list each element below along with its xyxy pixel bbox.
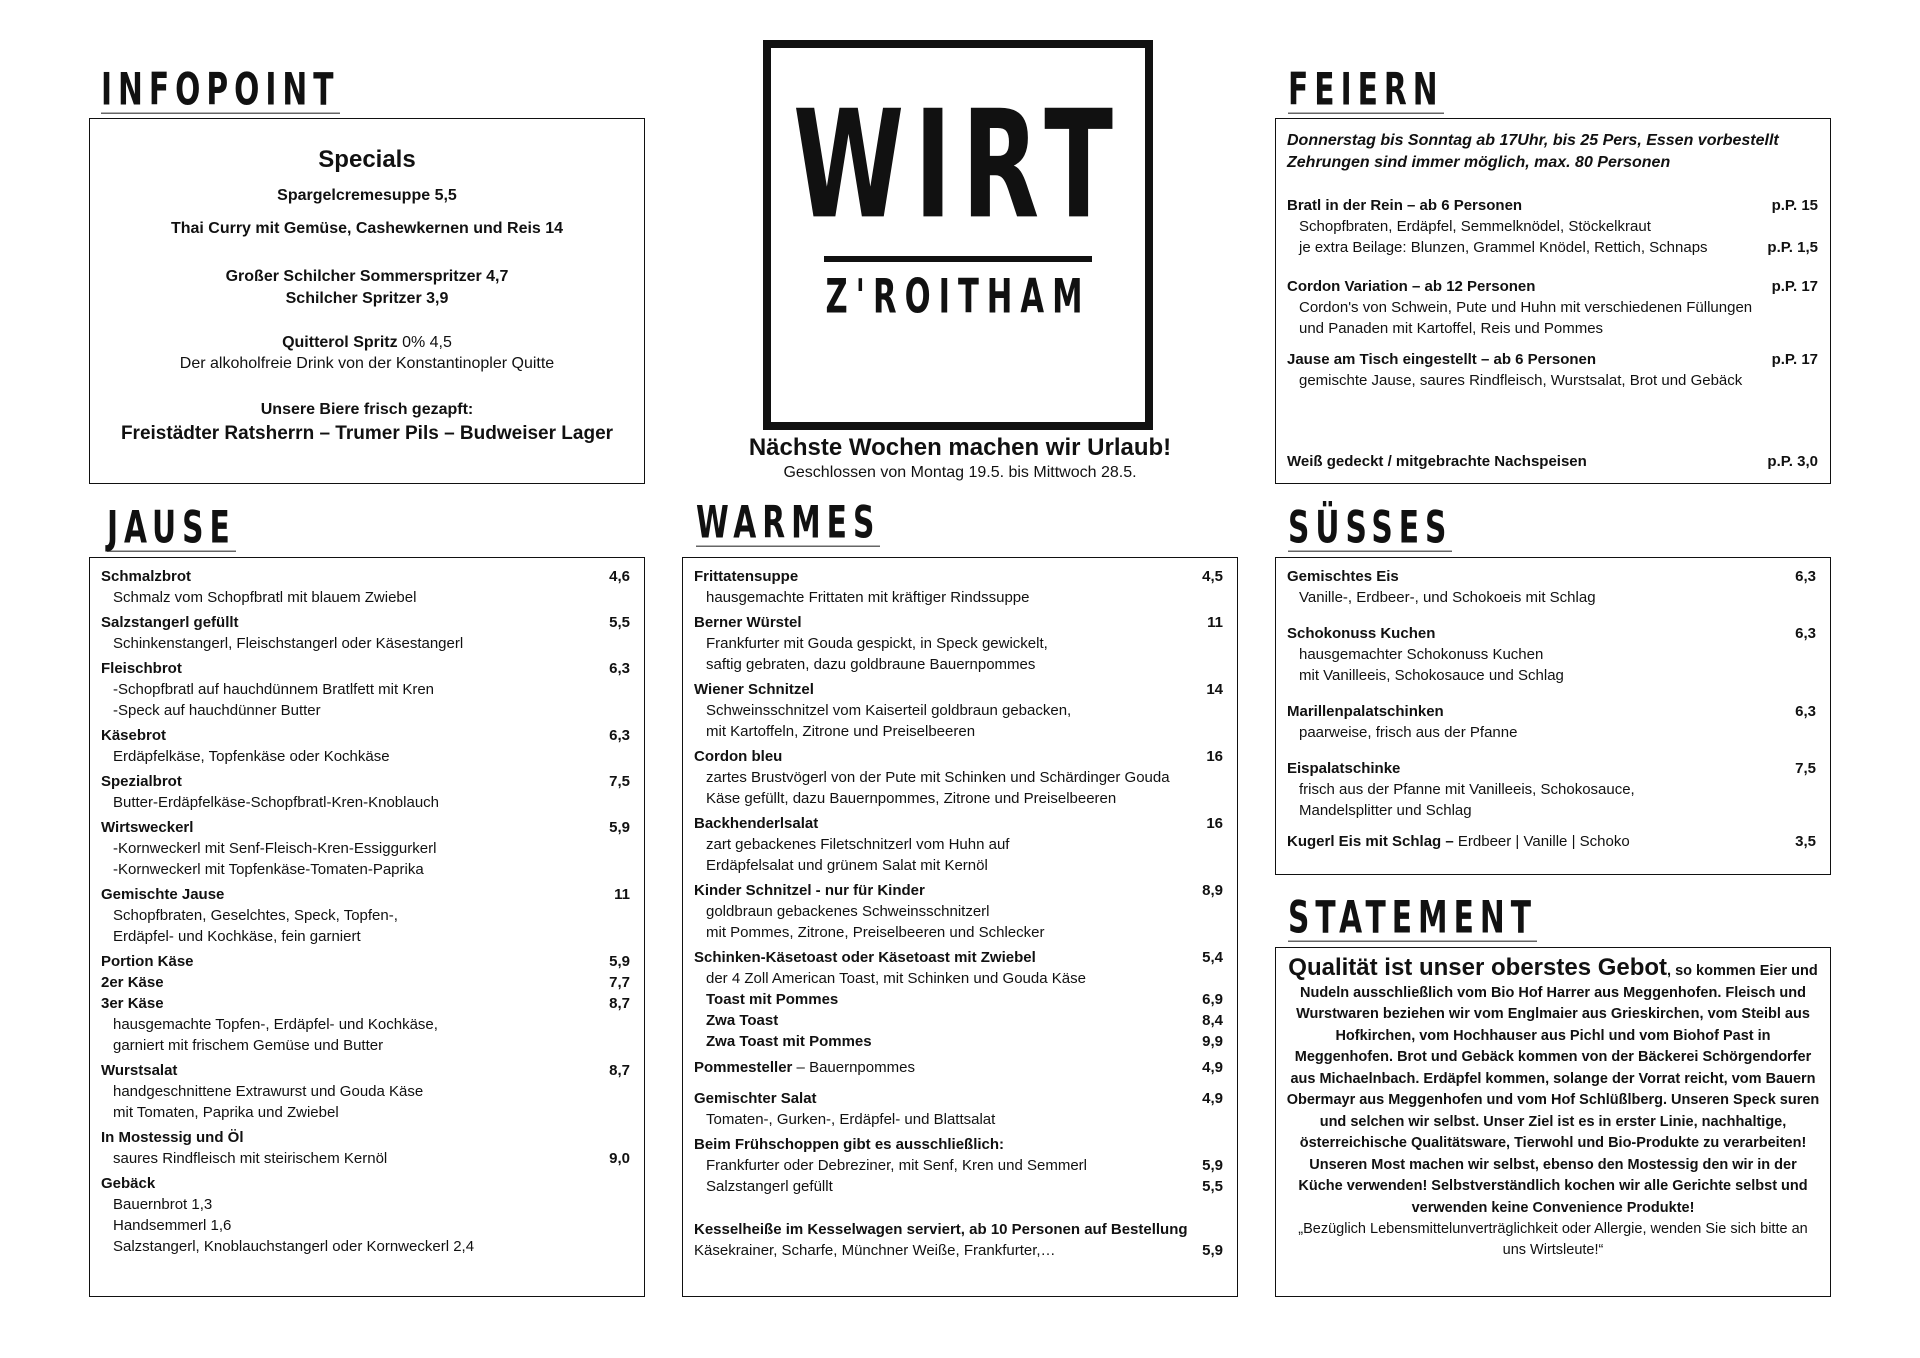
item-desc: Erdäpfelsalat und grünem Salat mit Kernöl — [706, 857, 988, 874]
logo-main: WIRT — [793, 79, 1123, 253]
item-extra-price: p.P. 1,5 — [1767, 239, 1818, 256]
item-desc: handgeschnittene Extrawurst und Gouda Käse — [113, 1083, 424, 1100]
special-item: Großer Schilcher Sommerspritzer 4,7 — [225, 268, 509, 285]
item-desc: hausgemachte Topfen-, Erdäpfel- und Kochkäse, — [113, 1016, 438, 1033]
item-desc: – Bauernpommes — [792, 1059, 915, 1076]
notice — [680, 433, 1240, 483]
item-price: 8,7 — [609, 1062, 630, 1079]
section-title-feiern: FEIERN — [1288, 62, 1444, 116]
item-name: Frankfurter oder Debreziner, mit Senf, Kren und Semmerl — [706, 1157, 1087, 1174]
item-price: 11 — [614, 886, 630, 903]
item-price: p.P. 3,0 — [1767, 453, 1818, 470]
statement-box — [1275, 947, 1831, 1297]
item-desc: Bauernbrot 1,3 — [113, 1196, 213, 1213]
item-price: 5,9 — [609, 953, 630, 970]
item-desc: Erdäpfel- und Kochkäse, fein garniert — [113, 928, 361, 945]
item-name: Marillenpalatschinken — [1287, 703, 1444, 720]
item-name: 2er Käse — [101, 974, 164, 991]
item-price: 7,7 — [609, 974, 630, 991]
feiern-last — [1287, 451, 1818, 472]
feiern-intro: Zehrungen sind immer möglich, max. 80 Personen — [1287, 154, 1671, 171]
toast-sub-name: Toast mit Pommes — [706, 991, 839, 1008]
item-desc: Frankfurter mit Gouda gespickt, in Speck gewickelt, — [706, 635, 1048, 652]
statement-text — [1286, 954, 1820, 1219]
quitterol-name: Quitterol Spritz — [282, 334, 398, 351]
item-desc: mit Kartoffeln, Zitrone und Preiselbeeren — [706, 723, 976, 740]
kessel-price: 5,9 — [1202, 1242, 1223, 1259]
item-name: Gemischtes Eis — [1287, 568, 1399, 585]
specials-box — [89, 118, 645, 484]
item-price: 7,5 — [609, 773, 630, 790]
item-desc: zart gebackenes Filetschnitzerl vom Huhn auf — [706, 836, 1010, 853]
pommesteller — [694, 1057, 915, 1078]
item-price: 4,6 — [609, 568, 630, 585]
item-desc: saftig gebraten, dazu goldbraune Bauernpommes — [706, 656, 1036, 673]
item-desc: hausgemachter Schokonuss Kuchen — [1299, 646, 1544, 663]
item-desc: Schopfbraten, Geselchtes, Speck, Topfen-, — [113, 907, 398, 924]
item-name: Portion Käse — [101, 953, 194, 970]
item-price: 4,9 — [1202, 1059, 1223, 1076]
item-desc: Butter-Erdäpfelkäse-Schopfbratl-Kren-Knoblauch — [113, 794, 440, 811]
item-name: Cordon bleu — [694, 748, 783, 765]
item-name: Wurstsalat — [101, 1062, 178, 1079]
item-name: 3er Käse — [101, 995, 164, 1012]
kessel-title: Kesselheiße im Kesselwagen serviert, ab 10 Personen auf Bestellung — [694, 1221, 1188, 1238]
item-name: Schinken-Käsetoast oder Käsetoast mit Zwiebel — [694, 949, 1036, 966]
toast-sub-name: Zwa Toast mit Pommes — [706, 1033, 872, 1050]
statement-quote: „Bezüglich Lebensmittelunverträglichkeit oder Allergie, wenden Sie sich bitte an uns Wirtsleute!“ — [1298, 1221, 1808, 1258]
item-name: Gemischte Jause — [101, 886, 225, 903]
feiern-item — [1287, 195, 1818, 258]
item-desc: mit Tomaten, Paprika und Zwiebel — [113, 1104, 339, 1121]
item-price: 16 — [1206, 748, 1223, 765]
item-name: Gebäck — [101, 1175, 156, 1192]
specials-title: Specials — [318, 146, 416, 173]
item-price: 7,5 — [1795, 760, 1816, 777]
item-price: 5,9 — [609, 819, 630, 836]
item-desc: paarweise, frisch aus der Pfanne — [1299, 724, 1518, 741]
logo — [763, 40, 1153, 430]
section-title-suesses: SÜSSES — [1288, 500, 1453, 554]
item-name: Weiß gedeckt / mitgebrachte Nachspeisen — [1287, 453, 1587, 470]
item-desc: Vanille-, Erdbeer-, und Schokoeis mit Schlag — [1299, 589, 1596, 606]
item-name: Gemischter Salat — [694, 1090, 817, 1107]
item-desc: Erdäpfelkäse, Topfenkäse oder Kochkäse — [113, 748, 390, 765]
item-price: 6,3 — [1795, 703, 1816, 720]
item-name: Schokonuss Kuchen — [1287, 625, 1436, 642]
item-price: 5,5 — [1202, 1178, 1223, 1195]
item-price: 6,3 — [609, 727, 630, 744]
item-price: p.P. 15 — [1771, 197, 1818, 214]
logo-sub: Z'ROITHAM — [825, 269, 1091, 326]
statement-body: , so kommen Eier und Nudeln ausschließlich vom Bio Hof Harrer aus Meggenhofen. Fleisch und Wurstwaren beziehen wir vom Englmaier aus Grieskirchen, vom Steibl aus Hofkirchen, vom Hochhauser aus Pichl und vom Biohof Past in Meggenhofen. Brot und Gebäck kommen von der Bäckerei Schörgendorfer aus Michaelnbach. Erdäpfel kommen, solange der Vorrat reicht, vom Bauern Obermayr aus Meggenhofen und vom Hof Schlüßlberg. Unseren Speck suren und selchen wir selbst. Unser Ziel ist es in erster Linie, nachhaltige, österreichische Qualitätsware, Tierwohl und Bio-Produkte zu verarbeiten! Unseren Most machen wir selbst, ebenso den Mostessig den wir in der Küche verwenden! Selbstverständlich kochen wir alle Gerichte selbst und verwenden keine Convenience Produkte! — [1286, 963, 1820, 1216]
item-name: Backhenderlsalat — [694, 815, 819, 832]
item-name: Salzstangerl gefüllt — [101, 614, 239, 631]
item-desc: Schinkenstangerl, Fleischstangerl oder Käsestangerl — [113, 635, 464, 652]
jause-box — [89, 557, 645, 1297]
kugel — [1287, 831, 1630, 852]
logo-divider — [824, 256, 1092, 262]
feiern-box — [1275, 118, 1831, 484]
item-name: Salzstangerl gefüllt — [706, 1178, 833, 1195]
item-price: 16 — [1206, 815, 1223, 832]
item-name: In Mostessig und Öl — [101, 1129, 244, 1146]
item-desc: Salzstangerl, Knoblauchstangerl oder Kornweckerl 2,4 — [113, 1238, 475, 1255]
item-desc: Mandelsplitter und Schlag — [1299, 802, 1472, 819]
item-name: Kugerl Eis mit Schlag – — [1287, 833, 1454, 850]
warmes-box — [682, 557, 1238, 1297]
item-price: 4,5 — [1202, 568, 1223, 585]
notice-sub: Geschlossen von Montag 19.5. bis Mittwoch 28.5. — [783, 464, 1137, 481]
item-name: Frittatensuppe — [694, 568, 799, 585]
item-name: Wirtsweckerl — [101, 819, 194, 836]
item-name: Jause am Tisch eingestellt – ab 6 Personen — [1287, 351, 1597, 368]
section-title-statement: STATEMENT — [1288, 890, 1537, 944]
item-price: 6,3 — [609, 660, 630, 677]
toast-sub-price: 6,9 — [1202, 991, 1223, 1008]
item-name: Cordon Variation – ab 12 Personen — [1287, 278, 1536, 295]
item-desc: Cordon's von Schwein, Pute und Huhn mit verschiedenen Füllungen — [1299, 299, 1753, 316]
toast-sub-price: 8,4 — [1202, 1012, 1223, 1029]
item-price: p.P. 17 — [1771, 351, 1818, 368]
quitterol-price: 0% 4,5 — [397, 334, 452, 351]
item-desc: Käse gefüllt, dazu Bauernpommes, Zitrone und Preiselbeeren — [706, 790, 1117, 807]
item-desc: saures Rindfleisch mit steirischem Kernöl — [113, 1150, 388, 1167]
item-desc: mit Vanilleeis, Schokosauce und Schlag — [1299, 667, 1564, 684]
kessel-desc: Käsekrainer, Scharfe, Münchner Weiße, Frankfurter,… — [694, 1242, 1056, 1259]
item-price: 14 — [1206, 681, 1223, 698]
item-name: Eispalatschinke — [1287, 760, 1401, 777]
item-desc: mit Pommes, Zitrone, Preiselbeeren und Schlecker — [706, 924, 1045, 941]
item-price: 11 — [1207, 614, 1223, 631]
item-desc: und Panaden mit Kartoffel, Reis und Pommes — [1299, 320, 1604, 337]
item-desc: gemischte Jause, saures Rindfleisch, Wurstsalat, Brot und Gebäck — [1299, 372, 1743, 389]
item-desc: -Kornweckerl mit Senf-Fleisch-Kren-Essiggurkerl — [113, 840, 437, 857]
item-desc: Schmalz vom Schopfbratl mit blauem Zwiebel — [113, 589, 417, 606]
item-desc: -Kornweckerl mit Topfenkäse-Tomaten-Paprika — [113, 861, 424, 878]
item-desc: hausgemachte Frittaten mit kräftiger Rindssuppe — [706, 589, 1030, 606]
section-title-jause: JAUSE — [107, 500, 236, 554]
feiern-intro: Donnerstag bis Sonntag ab 17Uhr, bis 25 Pers, Essen vorbestellt — [1287, 132, 1779, 149]
item-price: 5,4 — [1202, 949, 1223, 966]
item-price: 8,9 — [1202, 882, 1223, 899]
item-desc: frisch aus der Pfanne mit Vanilleeis, Schokosauce, — [1299, 781, 1635, 798]
feiern-item — [1287, 276, 1818, 339]
item-price: 3,5 — [1795, 833, 1816, 850]
fruehschoppen-title: Beim Frühschoppen gibt es ausschließlich: — [694, 1136, 1005, 1153]
item-desc: Schweinsschnitzel vom Kaiserteil goldbraun gebacken, — [706, 702, 1072, 719]
item-name: Kinder Schnitzel - nur für Kinder — [694, 882, 925, 899]
item-desc: -Speck auf hauchdünner Butter — [113, 702, 321, 719]
item-price: p.P. 17 — [1771, 278, 1818, 295]
item-name: Pommesteller — [694, 1059, 793, 1076]
item-desc: garniert mit frischem Gemüse und Butter — [113, 1037, 384, 1054]
item-name: Spezialbrot — [101, 773, 182, 790]
section-title-infopoint: INFOPOINT — [101, 62, 340, 116]
special-item: Schilcher Spritzer 3,9 — [285, 290, 449, 307]
item-name: Wiener Schnitzel — [694, 681, 814, 698]
special-item: Spargelcremesuppe 5,5 — [277, 187, 457, 204]
notice-headline: Nächste Wochen machen wir Urlaub! — [748, 434, 1172, 461]
item-name: Fleischbrot — [101, 660, 182, 677]
item-desc: zartes Brustvögerl von der Pute mit Schinken und Schärdinger Gouda — [706, 769, 1170, 786]
item-price: 8,7 — [609, 995, 630, 1012]
item-desc: der 4 Zoll American Toast, mit Schinken und Gouda Käse — [706, 970, 1086, 987]
item-name: Bratl in der Rein – ab 6 Personen — [1287, 197, 1523, 214]
item-desc: Tomaten-, Gurken-, Erdäpfel- und Blattsalat — [706, 1111, 996, 1128]
item-price: 9,0 — [609, 1150, 630, 1167]
item-desc: Erdbeer | Vanille | Schoko — [1453, 833, 1630, 850]
item-name: Käsebrot — [101, 727, 167, 744]
item-desc: -Schopfbratl auf hauchdünnem Bratlfett mit Kren — [113, 681, 435, 698]
item-price: 6,3 — [1795, 568, 1816, 585]
suesses-box — [1275, 557, 1831, 875]
item-price: 5,9 — [1202, 1157, 1223, 1174]
special-item: Thai Curry mit Gemüse, Cashewkernen und Reis 14 — [170, 220, 564, 237]
quitterol-desc: Der alkoholfreie Drink von der Konstantinopler Quitte — [179, 355, 555, 372]
feiern-item — [1287, 349, 1818, 391]
item-price: 4,9 — [1202, 1090, 1223, 1107]
item-price: 6,3 — [1795, 625, 1816, 642]
section-title-warmes: WARMES — [696, 495, 881, 549]
item-desc: goldbraun gebackenes Schweinsschnitzerl — [706, 903, 990, 920]
item-name: Berner Würstel — [694, 614, 802, 631]
special-quitterol — [90, 334, 644, 352]
toast-sub-name: Zwa Toast — [706, 1012, 779, 1029]
toast-sub-price: 9,9 — [1202, 1033, 1223, 1050]
item-desc: Schopfbraten, Erdäpfel, Semmelknödel, Stöckelkraut — [1299, 218, 1651, 235]
item-name: Schmalzbrot — [101, 568, 192, 585]
item-extra: je extra Beilage: Blunzen, Grammel Knödel, Rettich, Schnaps — [1299, 239, 1708, 256]
item-desc: Handsemmerl 1,6 — [113, 1217, 232, 1234]
beer-list: Freistädter Ratsherrn – Trumer Pils – Budweiser Lager — [120, 423, 614, 444]
statement-lead: Qualität ist unser oberstes Gebot — [1288, 954, 1668, 981]
item-price: 5,5 — [609, 614, 630, 631]
beer-title: Unsere Biere frisch gezapft: — [260, 401, 474, 418]
